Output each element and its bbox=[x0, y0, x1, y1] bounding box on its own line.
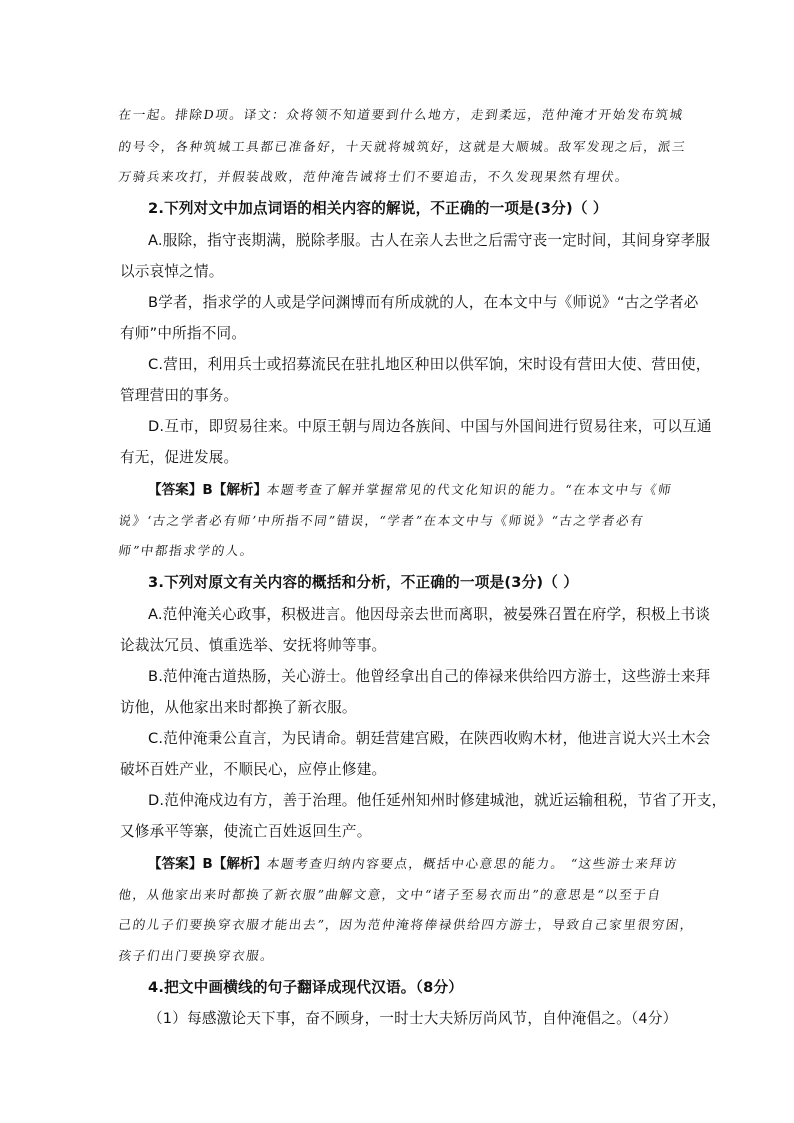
q3-option-d-line-1: D.范仲淹戍边有方，善于治理。他任延州知州时修建城池，就近运输租税，节省了开支， bbox=[148, 792, 727, 809]
q2-option-b-line-1: B学者，指求学的人或是学问渊博而有所成就的人，在本文中与《师说》“古之学者必 bbox=[148, 294, 699, 311]
translation-line-3: 万骑兵来攻打，并假装战败，范仲淹告诫将士们不要追击，不久发现果然有埋伏。 bbox=[117, 169, 631, 184]
q2-option-c-line-2: 管理营田的事务。 bbox=[120, 387, 239, 404]
q3-option-c-line-1: C.范仲淹秉公直言，为民请命。朝廷营建宫殿，在陕西收购木材，他进言说大兴土木会 bbox=[148, 730, 711, 747]
q2-option-b-line-2: 有师”中所指不同。 bbox=[120, 325, 247, 342]
q2-answer-line-2: 说》‘古之学者必有师’中所指不同”错误，“学者”在本文中与《师说》“古之学者必有 bbox=[117, 513, 646, 528]
q3-option-b-line-1: B.范仲淹古道热肠，关心游士。他曾经拿出自己的俸禄来供给四方游士，这些游士来拜 bbox=[148, 668, 711, 685]
q4-sentence-1: （1）每感激论天下事，奋不顾身，一时士大夫矫厉尚风节，自仲淹倡之。（4分） bbox=[148, 1010, 678, 1027]
q3-answer-line-2: 他，从他家出来时都换了新衣服”曲解文意，文中“诸子至易衣而出”的意思是“以至于自 bbox=[117, 887, 663, 902]
q2-option-c-line-1: C.营田，利用兵士或招募流民在驻扎地区种田以供军饷，宋时设有营田大使、营田使， bbox=[148, 356, 711, 373]
answer-tag: 【答案】B【解析】 bbox=[148, 482, 268, 498]
answer-tag: 【答案】B【解析】 bbox=[148, 856, 268, 872]
answer-text: 本题考查了解并掌握常见的代文化知识的能力。“在本文中与《师 bbox=[265, 482, 674, 497]
q2-answer-line-3: 师”中都指求学的人。 bbox=[117, 543, 256, 558]
translation-line-2: 的号令，各种筑城工具都已准备好，十天就将城筑好，这就是大顺城。敌军发现之后，派三 bbox=[117, 139, 688, 154]
q3-answer-line-4: 孩子们出门要换穿衣服。 bbox=[117, 948, 276, 963]
q3-option-b-line-2: 访他，从他家出来时都换了新衣服。 bbox=[120, 699, 357, 716]
answer-text: 本题考查归纳内容要点，概括中心意思的能力。 “这些游士来拜访 bbox=[265, 856, 680, 871]
q3-answer-line-1 bbox=[148, 852, 678, 872]
q3-answer-line-3: 己的儿子们要换穿衣服才能出去”，因为范仲淹将俸禄供给四方游士，导致自己家里很穷困， bbox=[117, 917, 696, 932]
q3-option-d-line-2: 又修承平等寨，使流亡百姓返回生产。 bbox=[120, 823, 372, 840]
q2-answer-line-1 bbox=[148, 478, 673, 498]
q3-option-c-line-2: 破坏百姓产业，不顺民心，应停止修建。 bbox=[120, 761, 387, 778]
q2-option-a-line-1: A.服除，指守丧期满，脱除孝服。古人在亲人去世之后需守丧一定时间，其间身穿孝服 bbox=[148, 232, 711, 249]
q2-option-a-line-2: 以示哀悼之情。 bbox=[120, 263, 224, 280]
translation-line-1: 在一起。排除D项。译文：众将领不知道要到什么地方，走到柔远，范仲淹才开始发布筑城 bbox=[117, 107, 685, 122]
q2-option-d-line-1: D.互市，即贸易往来。中原王朝与周边各族间、中国与外国间进行贸易往来，可以互通 bbox=[148, 418, 712, 435]
question-2-stem: 2.下列对文中加点词语的相关内容的解说，不正确的一项是(3分)（ ） bbox=[148, 200, 608, 217]
question-3-stem: 3.下列对原文有关内容的概括和分析，不正确的一项是(3分)（ ） bbox=[148, 574, 579, 591]
question-4-stem: 4.把文中画横线的句子翻译成现代汉语。（8分） bbox=[148, 979, 464, 996]
q3-option-a-line-2: 论裁汰冗员、慎重选举、安抚将帅等事。 bbox=[120, 637, 387, 654]
q2-option-d-line-2: 有无，促进发展。 bbox=[120, 449, 239, 466]
q3-option-a-line-1: A.范仲淹关心政事，积极进言。他因母亲去世而离职，被晏殊召置在府学，积极上书谈 bbox=[148, 606, 711, 623]
